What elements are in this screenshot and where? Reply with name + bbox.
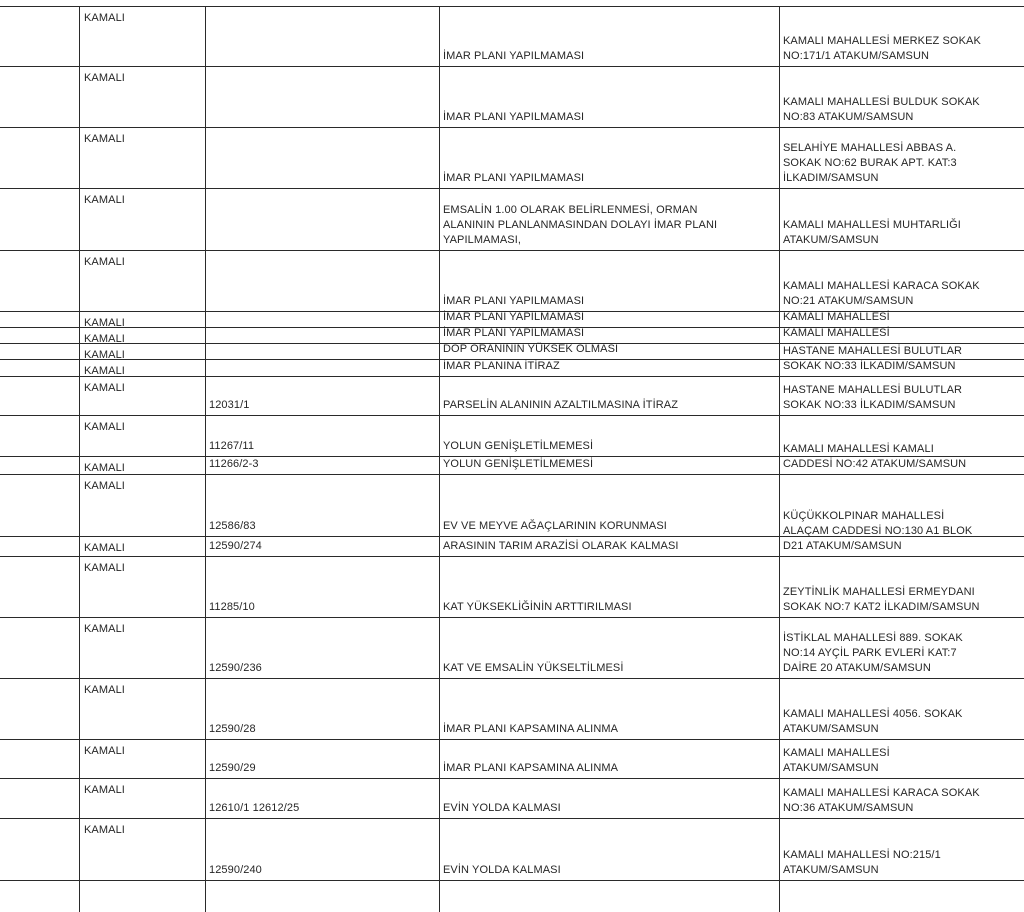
cell-request xyxy=(443,312,778,325)
cell-text: KAMALI MAHALLESİ xyxy=(783,327,890,339)
cell-location xyxy=(84,457,202,477)
cell-parcel xyxy=(209,618,437,676)
cell-request xyxy=(443,377,778,413)
cell-request xyxy=(443,416,778,454)
cell-text: 12031/1 xyxy=(209,399,250,411)
cell-text: KAMALI xyxy=(84,194,125,206)
cell-text: SOKAK NO:33 İLKADIM/SAMSUN xyxy=(783,360,956,372)
cell-text: KAMALI xyxy=(84,462,125,474)
cell-text: YAPILMAMASI, xyxy=(443,234,522,246)
cell-parcel xyxy=(209,189,437,248)
cell-address xyxy=(783,7,1021,64)
cell-text: KAMALI xyxy=(84,333,125,345)
cell-text: KAMALI xyxy=(84,12,125,24)
cell-text: EMSALİN 1.00 OLARAK BELİRLENMESİ, ORMAN xyxy=(443,204,698,216)
cell-parcel xyxy=(209,7,437,64)
cell-parcel xyxy=(209,312,437,325)
cell-text: İMAR PLANI YAPILMAMASI xyxy=(443,311,585,323)
cell-address xyxy=(783,251,1021,309)
cell-parcel xyxy=(209,67,437,125)
cell-request xyxy=(443,557,778,615)
cell-address xyxy=(783,189,1021,248)
cell-text: KAMALI xyxy=(84,349,125,361)
cell-request xyxy=(443,251,778,309)
cell-text: EV VE MEYVE AĞAÇLARININ KORUNMASI xyxy=(443,520,667,532)
cell-request xyxy=(443,128,778,186)
cell-text: KAMALI xyxy=(84,480,125,492)
cell-address xyxy=(783,557,1021,615)
cell-parcel xyxy=(209,344,437,357)
column-divider xyxy=(779,6,780,912)
cell-text: KAT YÜKSEKLİĞİNİN ARTTIRILMASI xyxy=(443,601,632,613)
column-divider xyxy=(439,6,440,912)
cell-text: KAMALI xyxy=(84,562,125,574)
cell-text: KAMALI xyxy=(84,421,125,433)
cell-text: KAMALI MAHALLESİ KAMALI xyxy=(783,443,934,455)
cell-text: İMAR PLANINA İTİRAZ xyxy=(443,360,560,372)
cell-location xyxy=(84,128,202,191)
cell-text: KAMALI xyxy=(84,684,125,696)
cell-parcel xyxy=(209,475,437,534)
cell-text: İLKADIM/SAMSUN xyxy=(783,172,879,184)
cell-location xyxy=(84,557,202,620)
cell-parcel xyxy=(209,819,437,878)
cell-text: 12590/240 xyxy=(209,864,262,876)
column-divider xyxy=(205,6,206,912)
cell-text: KAMALI xyxy=(84,784,125,796)
cell-text: KAMALI xyxy=(84,542,125,554)
cell-address xyxy=(783,312,1021,325)
cell-location xyxy=(84,779,202,821)
cell-address xyxy=(783,328,1021,341)
cell-text: KÜÇÜKKOLPINAR MAHALLESİ xyxy=(783,510,945,522)
cell-text: EVİN YOLDA KALMASI xyxy=(443,864,561,876)
cell-request xyxy=(443,360,778,374)
cell-text: KAMALI MAHALLESİ MUHTARLIĞI xyxy=(783,219,961,231)
cell-parcel xyxy=(209,457,437,472)
cell-text: İMAR PLANI KAPSAMINA ALINMA xyxy=(443,762,619,774)
cell-text: PARSELİN ALANININ AZALTILMASINA İTİRAZ xyxy=(443,399,679,411)
cell-location xyxy=(84,7,202,69)
cell-text: KAMALI MAHALLESİ xyxy=(783,311,890,323)
cell-text: KAMALI xyxy=(84,382,125,394)
cell-text: İMAR PLANI KAPSAMINA ALINMA xyxy=(443,723,619,735)
cell-text: NO:36 ATAKUM/SAMSUN xyxy=(783,802,914,814)
cell-address xyxy=(783,443,1021,472)
cell-text: NO:14 AYÇİL PARK EVLERİ KAT:7 xyxy=(783,647,957,659)
cell-text: ARASININ TARIM ARAZİSİ OLARAK KALMASI xyxy=(443,540,679,552)
cell-text: ATAKUM/SAMSUN xyxy=(783,864,879,876)
cell-text: KAMALI xyxy=(84,623,125,635)
cell-text: 11266/2-3 xyxy=(209,458,259,470)
cell-text: KAMALI xyxy=(84,256,125,268)
cell-request xyxy=(443,475,778,534)
cell-request xyxy=(443,779,778,816)
cell-text: KAT VE EMSALİN YÜKSELTİLMESİ xyxy=(443,662,624,674)
column-divider xyxy=(79,6,80,912)
cell-text: SELAHİYE MAHALLESİ ABBAS A. xyxy=(783,142,957,154)
cell-text: NO:171/1 ATAKUM/SAMSUN xyxy=(783,50,930,62)
cell-parcel xyxy=(209,679,437,737)
cell-parcel xyxy=(209,251,437,309)
cell-text: 12610/1 12612/25 xyxy=(209,802,300,814)
cell-parcel xyxy=(209,557,437,615)
cell-text: ALAÇAM CADDESİ NO:130 A1 BLOK xyxy=(783,525,973,537)
cell-text: İMAR PLANI YAPILMAMASI xyxy=(443,172,585,184)
cell-address xyxy=(783,740,1021,776)
cell-address xyxy=(783,779,1021,816)
cell-text: SOKAK NO:33 İLKADIM/SAMSUN xyxy=(783,399,956,411)
cell-address xyxy=(783,679,1021,737)
cell-text: ALANININ PLANLANMASINDAN DOLAYI İMAR PLANI xyxy=(443,219,718,231)
cell-text: NO:83 ATAKUM/SAMSUN xyxy=(783,111,914,123)
cell-text: EVİN YOLDA KALMASI xyxy=(443,802,561,814)
cell-request xyxy=(443,537,778,554)
cell-location xyxy=(84,377,202,418)
cell-request xyxy=(443,328,778,341)
cell-address xyxy=(783,67,1021,125)
cell-parcel xyxy=(209,128,437,186)
cell-text: İSTİKLAL MAHALLESİ 889. SOKAK xyxy=(783,632,963,644)
cell-parcel xyxy=(209,537,437,554)
cell-text: KAMALI xyxy=(84,365,125,377)
cell-text: KAMALI xyxy=(84,317,125,329)
cell-text: KAMALI xyxy=(84,824,125,836)
cell-text: ATAKUM/SAMSUN xyxy=(783,723,879,735)
cell-location xyxy=(84,416,202,459)
cell-request xyxy=(443,67,778,125)
cell-text: HASTANE MAHALLESİ BULUTLAR xyxy=(783,384,963,396)
cell-address xyxy=(783,128,1021,186)
cell-request xyxy=(443,618,778,676)
cell-text: KAMALI MAHALLESİ KARACA SOKAK xyxy=(783,280,980,292)
cell-location xyxy=(84,679,202,742)
cell-location xyxy=(84,67,202,130)
cell-text: KAMALI MAHALLESİ xyxy=(783,747,890,759)
cell-text: 12586/83 xyxy=(209,520,256,532)
cell-request xyxy=(443,189,778,248)
cell-location xyxy=(84,475,202,539)
cell-address xyxy=(783,819,1021,878)
cell-address xyxy=(783,377,1021,413)
cell-text: ATAKUM/SAMSUN xyxy=(783,762,879,774)
cell-text: YOLUN GENİŞLETİLMEMESİ xyxy=(443,458,594,470)
cell-parcel xyxy=(209,328,437,341)
cell-request xyxy=(443,679,778,737)
cell-location xyxy=(84,740,202,781)
cell-request xyxy=(443,7,778,64)
cell-address xyxy=(783,345,1021,374)
cell-text: KAMALI xyxy=(84,133,125,145)
cell-text: CADDESİ NO:42 ATAKUM/SAMSUN xyxy=(783,458,967,470)
cell-text: İMAR PLANI YAPILMAMASI xyxy=(443,111,585,123)
cell-text: KAMALI xyxy=(84,72,125,84)
cell-text: KAMALI MAHALLESİ NO:215/1 xyxy=(783,849,941,861)
cell-location xyxy=(84,189,202,253)
cell-text: 12590/28 xyxy=(209,723,256,735)
cell-text: SOKAK NO:62 BURAK APT. KAT:3 xyxy=(783,157,957,169)
cell-parcel xyxy=(209,779,437,816)
cell-request xyxy=(443,740,778,776)
cell-request xyxy=(443,819,778,878)
cell-text: 12590/29 xyxy=(209,762,256,774)
cell-request xyxy=(443,457,778,472)
cell-location xyxy=(84,537,202,559)
cell-text: ATAKUM/SAMSUN xyxy=(783,234,879,246)
cell-text: KAMALI MAHALLESİ MERKEZ SOKAK xyxy=(783,35,981,47)
cell-address xyxy=(783,510,1021,554)
cell-parcel xyxy=(209,740,437,776)
cell-text: NO:21 ATAKUM/SAMSUN xyxy=(783,295,914,307)
cell-text: DAİRE 20 ATAKUM/SAMSUN xyxy=(783,662,931,674)
cell-text: 11267/11 xyxy=(209,440,255,452)
cell-parcel xyxy=(209,377,437,413)
cell-location xyxy=(84,618,202,681)
cell-text: DOP ORANININ YÜKSEK OLMASI xyxy=(443,343,619,355)
cell-text: 12590/274 xyxy=(209,540,262,552)
cell-parcel xyxy=(209,360,437,374)
cell-text: SOKAK NO:7 KAT2 İLKADIM/SAMSUN xyxy=(783,601,980,613)
cell-parcel xyxy=(209,416,437,454)
cell-text: 12590/236 xyxy=(209,662,262,674)
cell-text: KAMALI MAHALLESİ 4056. SOKAK xyxy=(783,708,963,720)
cell-text: İMAR PLANI YAPILMAMASI xyxy=(443,327,585,339)
cell-request xyxy=(443,344,778,357)
cell-text: KAMALI xyxy=(84,745,125,757)
cell-location xyxy=(84,819,202,883)
cell-text: HASTANE MAHALLESİ BULUTLAR xyxy=(783,345,963,357)
cell-text: D21 ATAKUM/SAMSUN xyxy=(783,540,902,552)
cell-address xyxy=(783,618,1021,676)
cell-text: İMAR PLANI YAPILMAMASI xyxy=(443,50,585,62)
cell-text: KAMALI MAHALLESİ KARACA SOKAK xyxy=(783,787,980,799)
cell-location xyxy=(84,251,202,314)
cell-text: 11285/10 xyxy=(209,601,255,613)
cell-text: KAMALI MAHALLESİ BULDUK SOKAK xyxy=(783,96,980,108)
cell-text: İMAR PLANI YAPILMAMASI xyxy=(443,295,585,307)
cell-text: ZEYTİNLİK MAHALLESİ ERMEYDANI xyxy=(783,586,975,598)
cell-text: YOLUN GENİŞLETİLMEMESİ xyxy=(443,440,594,452)
